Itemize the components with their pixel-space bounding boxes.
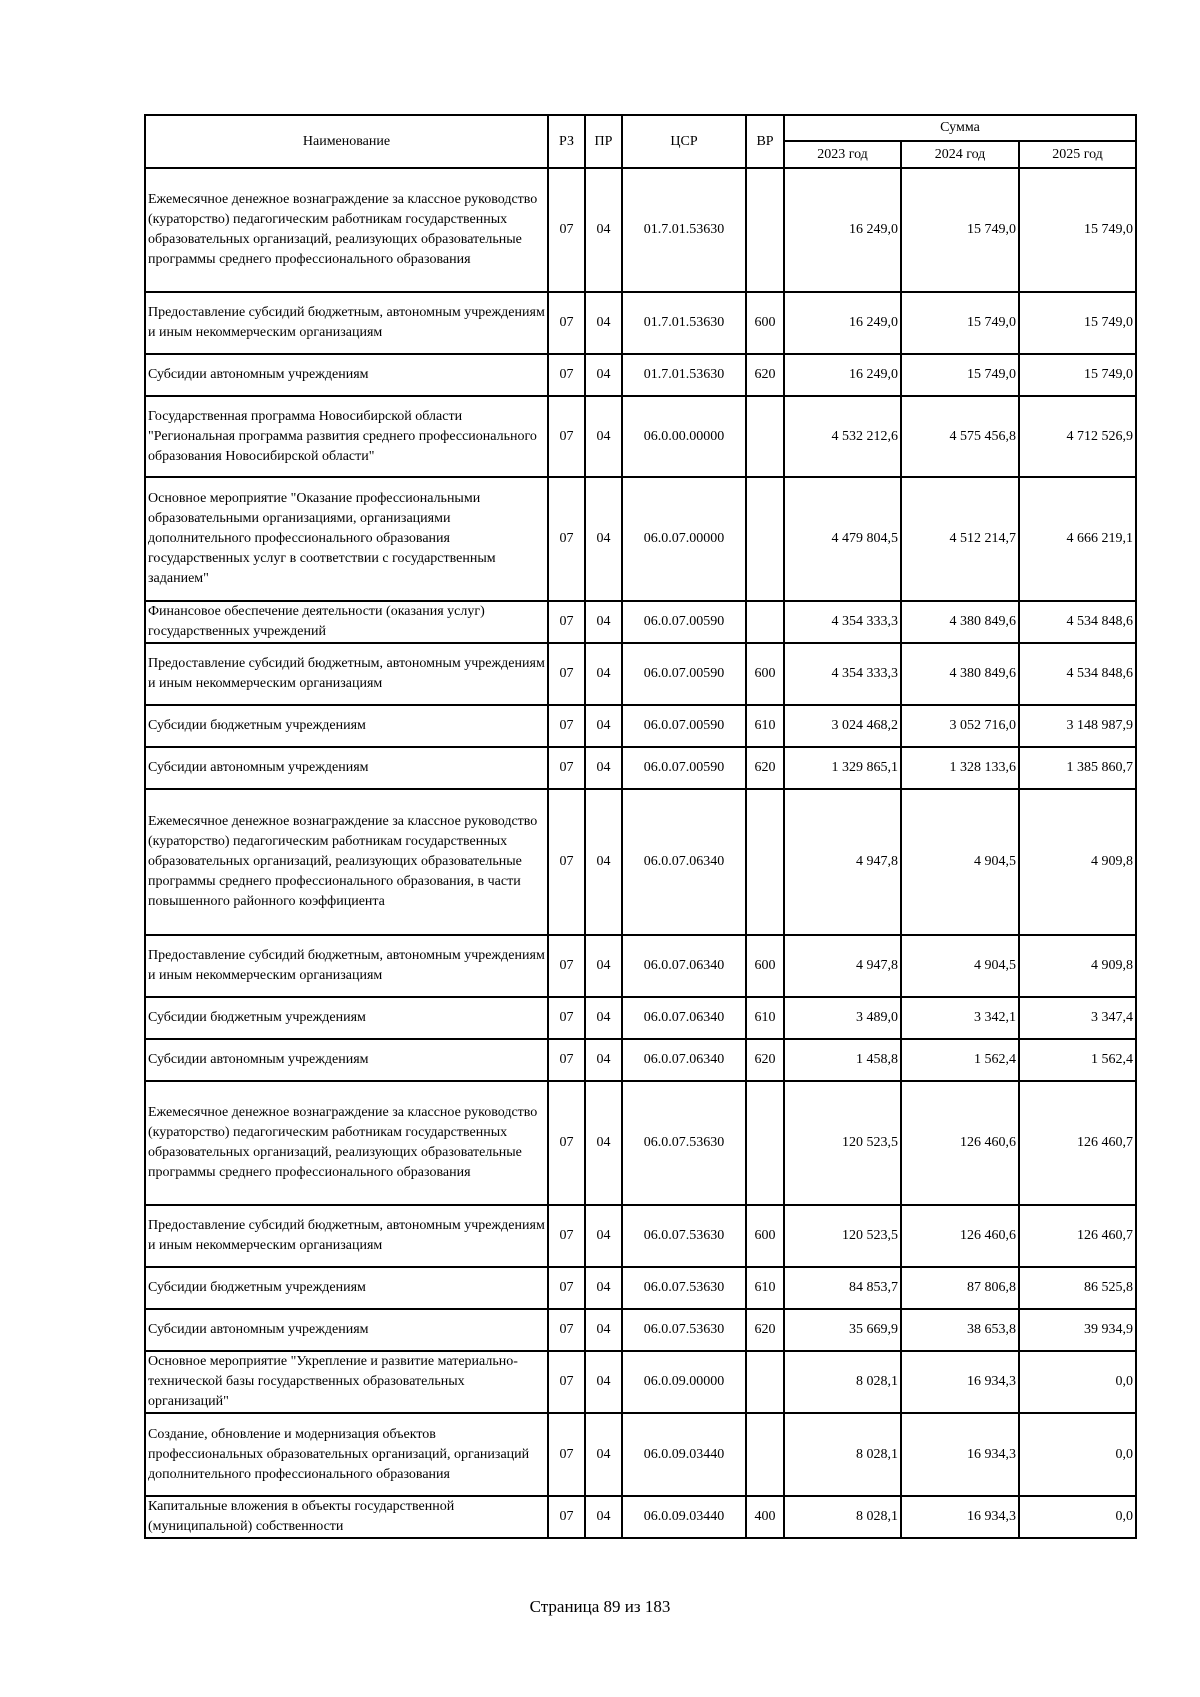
cell-vr: 600 (746, 643, 784, 705)
header-rz: РЗ (548, 115, 585, 168)
cell-name: Предоставление субсидий бюджетным, автономным учреждениям и иным некоммерческим организациям (145, 1205, 548, 1267)
cell-sum-2025: 15 749,0 (1019, 292, 1136, 354)
cell-csr: 06.0.09.03440 (622, 1496, 746, 1538)
cell-rz: 07 (548, 477, 585, 601)
cell-pr: 04 (585, 1351, 622, 1413)
cell-pr: 04 (585, 789, 622, 935)
cell-pr: 04 (585, 601, 622, 643)
cell-vr: 600 (746, 1205, 784, 1267)
cell-pr: 04 (585, 935, 622, 997)
cell-pr: 04 (585, 168, 622, 292)
table-row (145, 1496, 1136, 1538)
cell-sum-2023: 16 249,0 (784, 292, 901, 354)
cell-rz: 07 (548, 643, 585, 705)
cell-sum-2024: 4 512 214,7 (901, 477, 1019, 601)
cell-csr: 06.0.07.53630 (622, 1309, 746, 1351)
cell-csr: 06.0.07.53630 (622, 1081, 746, 1205)
table-row (145, 1267, 1136, 1309)
table-row (145, 477, 1136, 601)
cell-csr: 06.0.09.03440 (622, 1413, 746, 1496)
cell-pr: 04 (585, 643, 622, 705)
header-vr: ВР (746, 115, 784, 168)
cell-sum-2024: 4 380 849,6 (901, 643, 1019, 705)
cell-sum-2023: 8 028,1 (784, 1351, 901, 1413)
cell-sum-2024: 1 328 133,6 (901, 747, 1019, 789)
cell-sum-2023: 8 028,1 (784, 1496, 901, 1538)
page-number: Страница 89 из 183 (529, 1597, 671, 1616)
cell-vr: 620 (746, 1309, 784, 1351)
cell-sum-2025: 0,0 (1019, 1413, 1136, 1496)
cell-name: Создание, обновление и модернизация объектов профессиональных образовательных организаций, организаций дополнительного профессионального образования (145, 1413, 548, 1496)
cell-rz: 07 (548, 354, 585, 396)
cell-sum-2023: 1 329 865,1 (784, 747, 901, 789)
cell-pr: 04 (585, 396, 622, 477)
cell-sum-2025: 4 534 848,6 (1019, 601, 1136, 643)
cell-vr (746, 1413, 784, 1496)
cell-sum-2024: 126 460,6 (901, 1205, 1019, 1267)
cell-sum-2024: 3 052 716,0 (901, 705, 1019, 747)
cell-sum-2025: 86 525,8 (1019, 1267, 1136, 1309)
cell-vr (746, 396, 784, 477)
cell-pr: 04 (585, 354, 622, 396)
cell-csr: 06.0.09.00000 (622, 1351, 746, 1413)
cell-vr: 600 (746, 935, 784, 997)
cell-sum-2023: 120 523,5 (784, 1205, 901, 1267)
cell-pr: 04 (585, 1081, 622, 1205)
cell-vr (746, 601, 784, 643)
cell-rz: 07 (548, 1413, 585, 1496)
cell-csr: 01.7.01.53630 (622, 168, 746, 292)
cell-name: Предоставление субсидий бюджетным, автономным учреждениям и иным некоммерческим организациям (145, 935, 548, 997)
table-row (145, 396, 1136, 477)
table-header (145, 115, 1136, 168)
cell-vr (746, 789, 784, 935)
cell-name: Государственная программа Новосибирской области "Региональная программа развития среднего профессионального образования Новосибирской области" (145, 396, 548, 477)
cell-vr (746, 168, 784, 292)
cell-sum-2024: 15 749,0 (901, 354, 1019, 396)
cell-csr: 06.0.07.53630 (622, 1205, 746, 1267)
cell-name: Основное мероприятие "Укрепление и развитие материально-технической базы государственных образовательных организаций" (145, 1351, 548, 1413)
cell-sum-2024: 38 653,8 (901, 1309, 1019, 1351)
cell-sum-2023: 4 947,8 (784, 789, 901, 935)
cell-sum-2024: 16 934,3 (901, 1496, 1019, 1538)
cell-rz: 07 (548, 935, 585, 997)
cell-sum-2025: 4 909,8 (1019, 935, 1136, 997)
cell-sum-2025: 39 934,9 (1019, 1309, 1136, 1351)
table-row (145, 601, 1136, 643)
cell-csr: 06.0.07.06340 (622, 997, 746, 1039)
cell-sum-2023: 8 028,1 (784, 1413, 901, 1496)
cell-csr: 06.0.07.06340 (622, 935, 746, 997)
cell-csr: 06.0.07.00590 (622, 705, 746, 747)
header-year-2024: 2024 год (901, 141, 1019, 168)
cell-name: Ежемесячное денежное вознаграждение за классное руководство (кураторство) педагогическим работникам государственных образовательных организаций, реализующих образовательные программы среднего профессионального образования (145, 1081, 548, 1205)
cell-name: Капитальные вложения в объекты государственной (муниципальной) собственности (145, 1496, 548, 1538)
cell-vr: 620 (746, 1039, 784, 1081)
cell-pr: 04 (585, 1309, 622, 1351)
cell-rz: 07 (548, 747, 585, 789)
cell-csr: 06.0.07.00590 (622, 601, 746, 643)
cell-rz: 07 (548, 1039, 585, 1081)
cell-sum-2025: 15 749,0 (1019, 168, 1136, 292)
cell-rz: 07 (548, 1081, 585, 1205)
table-row (145, 789, 1136, 935)
cell-sum-2025: 0,0 (1019, 1496, 1136, 1538)
cell-sum-2025: 126 460,7 (1019, 1205, 1136, 1267)
cell-sum-2023: 1 458,8 (784, 1039, 901, 1081)
cell-sum-2023: 16 249,0 (784, 354, 901, 396)
cell-sum-2024: 87 806,8 (901, 1267, 1019, 1309)
table-row (145, 1413, 1136, 1496)
cell-rz: 07 (548, 1267, 585, 1309)
cell-sum-2023: 4 947,8 (784, 935, 901, 997)
cell-rz: 07 (548, 168, 585, 292)
cell-sum-2025: 126 460,7 (1019, 1081, 1136, 1205)
cell-name: Предоставление субсидий бюджетным, автономным учреждениям и иным некоммерческим организациям (145, 292, 548, 354)
header-pr: ПР (585, 115, 622, 168)
cell-sum-2024: 3 342,1 (901, 997, 1019, 1039)
cell-rz: 07 (548, 1496, 585, 1538)
cell-sum-2023: 16 249,0 (784, 168, 901, 292)
cell-name: Ежемесячное денежное вознаграждение за классное руководство (кураторство) педагогическим работникам государственных образовательных организаций, реализующих образовательные программы среднего профессионального образования (145, 168, 548, 292)
cell-name: Субсидии автономным учреждениям (145, 1309, 548, 1351)
cell-vr: 610 (746, 705, 784, 747)
cell-pr: 04 (585, 1267, 622, 1309)
cell-csr: 06.0.07.53630 (622, 1267, 746, 1309)
cell-sum-2025: 4 909,8 (1019, 789, 1136, 935)
table-row (145, 935, 1136, 997)
cell-rz: 07 (548, 997, 585, 1039)
table-row (145, 354, 1136, 396)
budget-table (144, 114, 1137, 1539)
table-row (145, 292, 1136, 354)
cell-vr (746, 477, 784, 601)
cell-rz: 07 (548, 789, 585, 935)
cell-rz: 07 (548, 396, 585, 477)
cell-sum-2025: 4 666 219,1 (1019, 477, 1136, 601)
cell-vr: 620 (746, 747, 784, 789)
cell-sum-2024: 126 460,6 (901, 1081, 1019, 1205)
cell-sum-2023: 3 024 468,2 (784, 705, 901, 747)
cell-sum-2023: 84 853,7 (784, 1267, 901, 1309)
table-row (145, 643, 1136, 705)
cell-sum-2025: 15 749,0 (1019, 354, 1136, 396)
cell-name: Финансовое обеспечение деятельности (оказания услуг) государственных учреждений (145, 601, 548, 643)
cell-vr: 400 (746, 1496, 784, 1538)
table-row (145, 168, 1136, 292)
cell-rz: 07 (548, 601, 585, 643)
cell-name: Субсидии автономным учреждениям (145, 1039, 548, 1081)
cell-name: Субсидии автономным учреждениям (145, 354, 548, 396)
cell-rz: 07 (548, 292, 585, 354)
header-name: Наименование (145, 115, 548, 168)
cell-sum-2025: 1 385 860,7 (1019, 747, 1136, 789)
cell-csr: 06.0.07.00590 (622, 643, 746, 705)
cell-sum-2023: 120 523,5 (784, 1081, 901, 1205)
cell-sum-2024: 16 934,3 (901, 1351, 1019, 1413)
cell-csr: 06.0.07.00000 (622, 477, 746, 601)
cell-pr: 04 (585, 1205, 622, 1267)
cell-sum-2025: 4 712 526,9 (1019, 396, 1136, 477)
cell-name: Предоставление субсидий бюджетным, автономным учреждениям и иным некоммерческим организациям (145, 643, 548, 705)
table-row (145, 1205, 1136, 1267)
cell-pr: 04 (585, 292, 622, 354)
cell-vr: 600 (746, 292, 784, 354)
cell-vr: 610 (746, 1267, 784, 1309)
cell-vr (746, 1081, 784, 1205)
cell-pr: 04 (585, 477, 622, 601)
header-year-2025: 2025 год (1019, 141, 1136, 168)
cell-sum-2023: 4 532 212,6 (784, 396, 901, 477)
cell-csr: 01.7.01.53630 (622, 292, 746, 354)
cell-vr (746, 1351, 784, 1413)
cell-sum-2023: 4 354 333,3 (784, 643, 901, 705)
table-row (145, 1039, 1136, 1081)
cell-pr: 04 (585, 1496, 622, 1538)
cell-csr: 06.0.07.06340 (622, 789, 746, 935)
cell-name: Ежемесячное денежное вознаграждение за классное руководство (кураторство) педагогическим работникам государственных образовательных организаций, реализующих образовательные программы среднего профессионального образования, в части повышенного районного коэффициента (145, 789, 548, 935)
cell-csr: 06.0.07.06340 (622, 1039, 746, 1081)
cell-vr: 610 (746, 997, 784, 1039)
table-row (145, 747, 1136, 789)
cell-vr: 620 (746, 354, 784, 396)
table-row (145, 1309, 1136, 1351)
cell-sum-2023: 3 489,0 (784, 997, 901, 1039)
cell-sum-2025: 3 148 987,9 (1019, 705, 1136, 747)
header-year-2023: 2023 год (784, 141, 901, 168)
table-row (145, 1081, 1136, 1205)
header-csr: ЦСР (622, 115, 746, 168)
cell-pr: 04 (585, 997, 622, 1039)
cell-sum-2025: 0,0 (1019, 1351, 1136, 1413)
cell-rz: 07 (548, 1351, 585, 1413)
cell-pr: 04 (585, 705, 622, 747)
cell-csr: 06.0.07.00590 (622, 747, 746, 789)
cell-sum-2024: 15 749,0 (901, 292, 1019, 354)
header-sum: Сумма (784, 115, 1136, 141)
cell-csr: 06.0.00.00000 (622, 396, 746, 477)
cell-sum-2023: 4 354 333,3 (784, 601, 901, 643)
cell-sum-2024: 4 575 456,8 (901, 396, 1019, 477)
cell-sum-2024: 4 904,5 (901, 935, 1019, 997)
cell-sum-2024: 1 562,4 (901, 1039, 1019, 1081)
table-body (145, 168, 1136, 1538)
cell-sum-2024: 4 904,5 (901, 789, 1019, 935)
cell-sum-2024: 15 749,0 (901, 168, 1019, 292)
cell-name: Субсидии бюджетным учреждениям (145, 705, 548, 747)
cell-rz: 07 (548, 705, 585, 747)
cell-pr: 04 (585, 1413, 622, 1496)
cell-name: Субсидии автономным учреждениям (145, 747, 548, 789)
cell-name: Субсидии бюджетным учреждениям (145, 1267, 548, 1309)
cell-csr: 01.7.01.53630 (622, 354, 746, 396)
cell-name: Субсидии бюджетным учреждениям (145, 997, 548, 1039)
cell-sum-2023: 35 669,9 (784, 1309, 901, 1351)
cell-sum-2024: 16 934,3 (901, 1413, 1019, 1496)
cell-sum-2025: 1 562,4 (1019, 1039, 1136, 1081)
cell-rz: 07 (548, 1205, 585, 1267)
cell-sum-2024: 4 380 849,6 (901, 601, 1019, 643)
cell-sum-2023: 4 479 804,5 (784, 477, 901, 601)
table-row (145, 997, 1136, 1039)
cell-pr: 04 (585, 747, 622, 789)
table-row (145, 1351, 1136, 1413)
cell-name: Основное мероприятие "Оказание профессиональными образовательными организациями, организациями дополнительного профессионального образования государственных услуг в соответствии с государственным заданием" (145, 477, 548, 601)
cell-rz: 07 (548, 1309, 585, 1351)
table-row (145, 705, 1136, 747)
cell-sum-2025: 3 347,4 (1019, 997, 1136, 1039)
cell-sum-2025: 4 534 848,6 (1019, 643, 1136, 705)
cell-pr: 04 (585, 1039, 622, 1081)
